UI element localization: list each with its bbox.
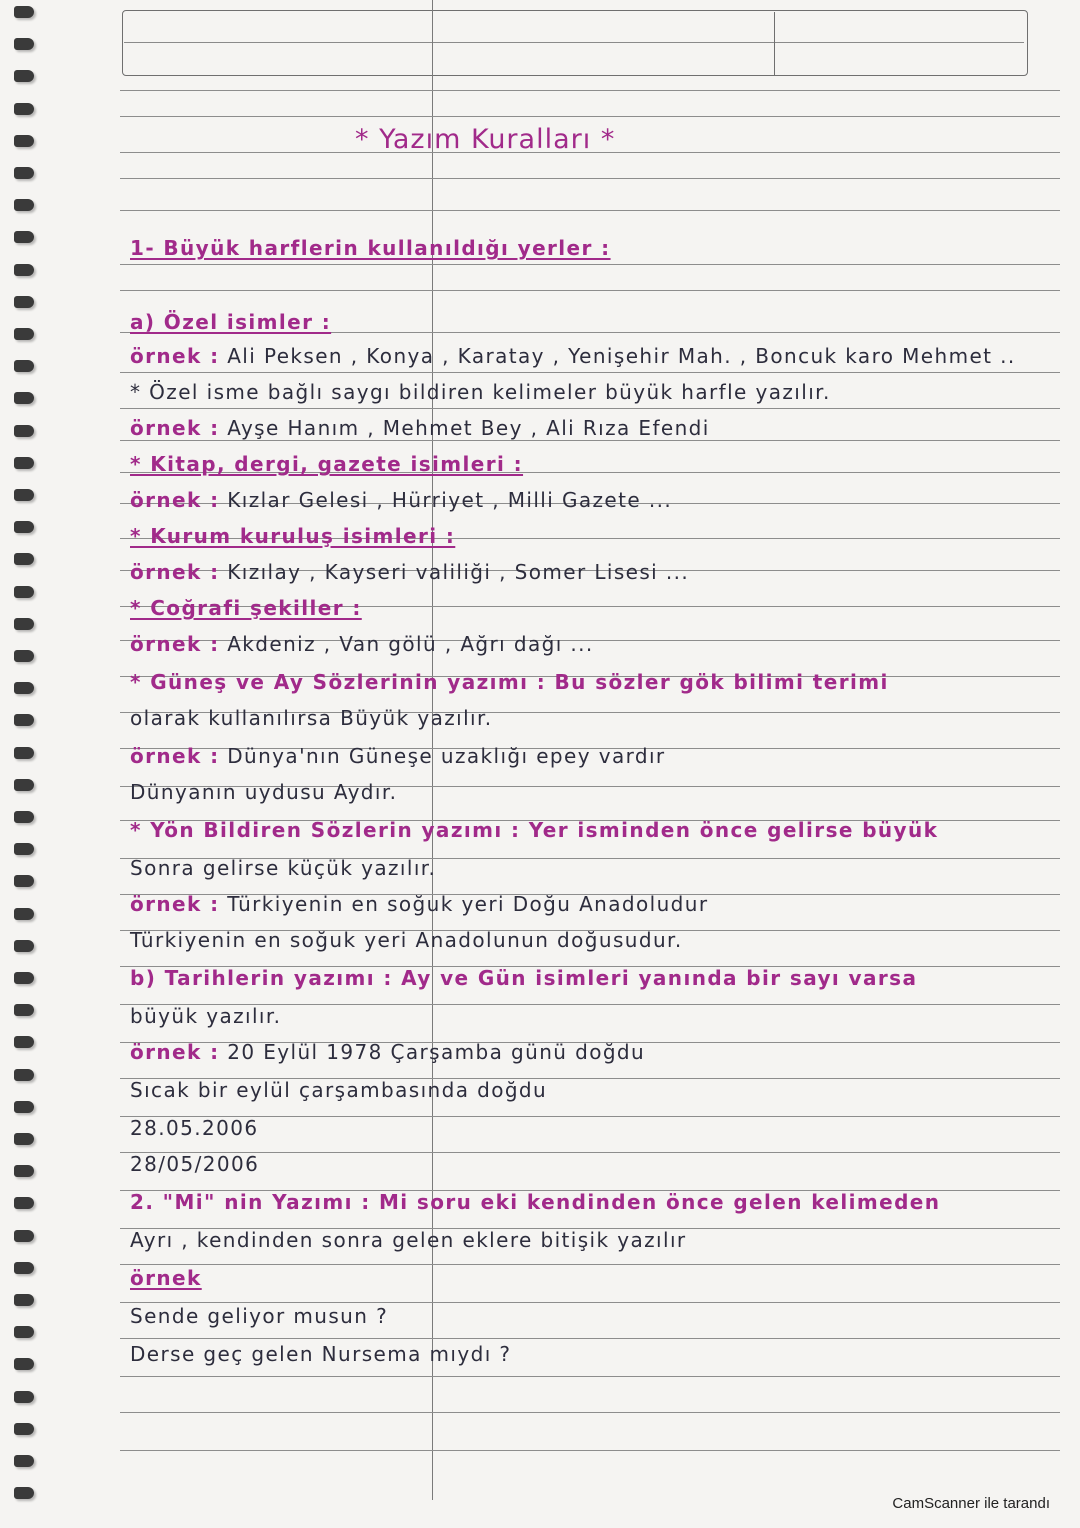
spiral-ring xyxy=(14,1101,34,1113)
spiral-ring xyxy=(14,1391,34,1403)
ruled-line xyxy=(120,440,1060,441)
note-line: olarak kullanılırsa Büyük yazılır. xyxy=(130,706,493,730)
note-line: Sonra gelirse küçük yazılır. xyxy=(130,856,437,880)
note-line: 1- Büyük harflerin kullanıldığı yerler : xyxy=(130,236,611,260)
page-title: * Yazım Kuralları * xyxy=(355,124,616,155)
spiral-ring xyxy=(14,360,34,372)
ruled-line xyxy=(120,116,1060,117)
note-line: * Yön Bildiren Sözlerin yazımı : Yer isminden önce gelirse büyük xyxy=(130,818,939,842)
ruled-line xyxy=(120,1302,1060,1303)
header-divider xyxy=(124,42,1024,43)
note-line: * Güneş ve Ay Sözlerinin yazımı : Bu sözler gök bilimi terimi xyxy=(130,670,889,694)
note-line xyxy=(130,344,1016,368)
note-line xyxy=(130,416,710,440)
note-line: Dünyanın uydusu Aydır. xyxy=(130,780,398,804)
example-text: Kızlar Gelesi , Hürriyet , Milli Gazete ... xyxy=(219,488,673,512)
note-line: Sende geliyor musun ? xyxy=(130,1304,389,1328)
spiral-ring xyxy=(14,618,34,630)
note-line: * Kurum kuruluş isimleri : xyxy=(130,524,456,548)
spiral-ring xyxy=(14,521,34,533)
spiral-ring xyxy=(14,843,34,855)
note-line xyxy=(130,632,594,656)
example-label: örnek : xyxy=(130,560,220,584)
spiral-ring xyxy=(14,1133,34,1145)
example-label: örnek : xyxy=(130,892,220,916)
spiral-ring xyxy=(14,650,34,662)
spiral-ring xyxy=(14,1487,34,1499)
ruled-line xyxy=(120,1152,1060,1153)
header-column-divider xyxy=(774,12,775,76)
example-text: 20 Eylül 1978 Çarşamba günü doğdu xyxy=(219,1040,646,1064)
ruled-line xyxy=(120,1116,1060,1117)
spiral-ring xyxy=(14,875,34,887)
note-line: örnek xyxy=(130,1266,202,1290)
spiral-ring xyxy=(14,1423,34,1435)
example-label: örnek : xyxy=(130,416,220,440)
note-line xyxy=(130,488,672,512)
note-line xyxy=(130,560,689,584)
spiral-ring xyxy=(14,1358,34,1370)
spiral-ring xyxy=(14,908,34,920)
note-line: b) Tarihlerin yazımı : Ay ve Gün isimleri yanında bir sayı varsa xyxy=(130,966,918,990)
header-box xyxy=(122,10,1028,76)
spiral-ring xyxy=(14,296,34,308)
spiral-ring xyxy=(14,1326,34,1338)
example-text: Dünya'nın Güneşe uzaklığı epey vardır xyxy=(219,744,666,768)
spiral-ring xyxy=(14,553,34,565)
ruled-line xyxy=(120,1338,1060,1339)
ruled-line xyxy=(120,90,1060,91)
note-line: 28.05.2006 xyxy=(130,1116,259,1140)
spiral-ring xyxy=(14,231,34,243)
example-text: Türkiyenin en soğuk yeri Doğu Anadoludur xyxy=(219,892,709,916)
spiral-ring xyxy=(14,1294,34,1306)
note-line xyxy=(130,1040,645,1064)
ruled-line xyxy=(120,210,1060,211)
note-line: * Özel isme bağlı saygı bildiren kelimeler büyük harfle yazılır. xyxy=(130,380,831,404)
spiral-ring xyxy=(14,747,34,759)
ruled-line xyxy=(120,264,1060,265)
ruled-line xyxy=(120,1376,1060,1377)
note-line: 28/05/2006 xyxy=(130,1152,260,1176)
ruled-line xyxy=(120,1264,1060,1265)
note-line: * Coğrafi şekiller : xyxy=(130,596,362,620)
ruled-line xyxy=(120,178,1060,179)
spiral-ring xyxy=(14,264,34,276)
note-line: Sıcak bir eylül çarşambasında doğdu xyxy=(130,1078,548,1102)
note-line: 2. "Mi" nin Yazımı : Mi soru eki kendinden önce gelen kelimeden xyxy=(130,1190,941,1214)
example-text: Ali Peksen , Konya , Karatay , Yenişehir Mah. , Boncuk karo Mehmet .. xyxy=(219,344,1016,368)
scanner-watermark: CamScanner ile tarandı xyxy=(892,1495,1050,1512)
ruled-line xyxy=(120,290,1060,291)
spiral-ring xyxy=(14,38,34,50)
spiral-ring xyxy=(14,135,34,147)
note-line: Derse geç gelen Nursema mıydı ? xyxy=(130,1342,512,1366)
note-line xyxy=(130,744,666,768)
spiral-ring xyxy=(14,1004,34,1016)
note-line: a) Özel isimler : xyxy=(130,310,332,334)
note-line: Ayrı , kendinden sonra gelen eklere bitişik yazılır xyxy=(130,1228,687,1252)
ruled-line xyxy=(120,1450,1060,1451)
ruled-line xyxy=(120,372,1060,373)
note-line: büyük yazılır. xyxy=(130,1004,282,1028)
spiral-ring xyxy=(14,1197,34,1209)
example-text: Kızılay , Kayseri valiliği , Somer Lisesi ... xyxy=(219,560,690,584)
spiral-ring xyxy=(14,6,34,18)
note-line xyxy=(130,892,708,916)
ruled-line xyxy=(120,1412,1060,1413)
example-label: örnek : xyxy=(130,1040,220,1064)
spiral-ring xyxy=(14,70,34,82)
spiral-ring xyxy=(14,167,34,179)
ruled-line xyxy=(120,408,1060,409)
spiral-ring xyxy=(14,1165,34,1177)
spiral-binding xyxy=(14,0,54,1500)
spiral-ring xyxy=(14,779,34,791)
example-label: örnek : xyxy=(130,344,220,368)
note-line: * Kitap, dergi, gazete isimleri : xyxy=(130,452,524,476)
spiral-ring xyxy=(14,682,34,694)
spiral-ring xyxy=(14,940,34,952)
spiral-ring xyxy=(14,1069,34,1081)
example-text: Akdeniz , Van gölü , Ağrı dağı ... xyxy=(219,632,594,656)
spiral-ring xyxy=(14,489,34,501)
spiral-ring xyxy=(14,972,34,984)
spiral-ring xyxy=(14,457,34,469)
spiral-ring xyxy=(14,811,34,823)
spiral-ring xyxy=(14,328,34,340)
spiral-ring xyxy=(14,392,34,404)
spiral-ring xyxy=(14,199,34,211)
note-line: Türkiyenin en soğuk yeri Anadolunun doğusudur. xyxy=(130,928,683,952)
example-text: Ayşe Hanım , Mehmet Bey , Ali Rıza Efendi xyxy=(219,416,710,440)
spiral-ring xyxy=(14,103,34,115)
spiral-ring xyxy=(14,1230,34,1242)
spiral-ring xyxy=(14,586,34,598)
example-label: örnek : xyxy=(130,744,220,768)
spiral-ring xyxy=(14,714,34,726)
example-label: örnek : xyxy=(130,632,220,656)
example-label: örnek : xyxy=(130,488,220,512)
spiral-ring xyxy=(14,425,34,437)
spiral-ring xyxy=(14,1036,34,1048)
spiral-ring xyxy=(14,1262,34,1274)
spiral-ring xyxy=(14,1455,34,1467)
